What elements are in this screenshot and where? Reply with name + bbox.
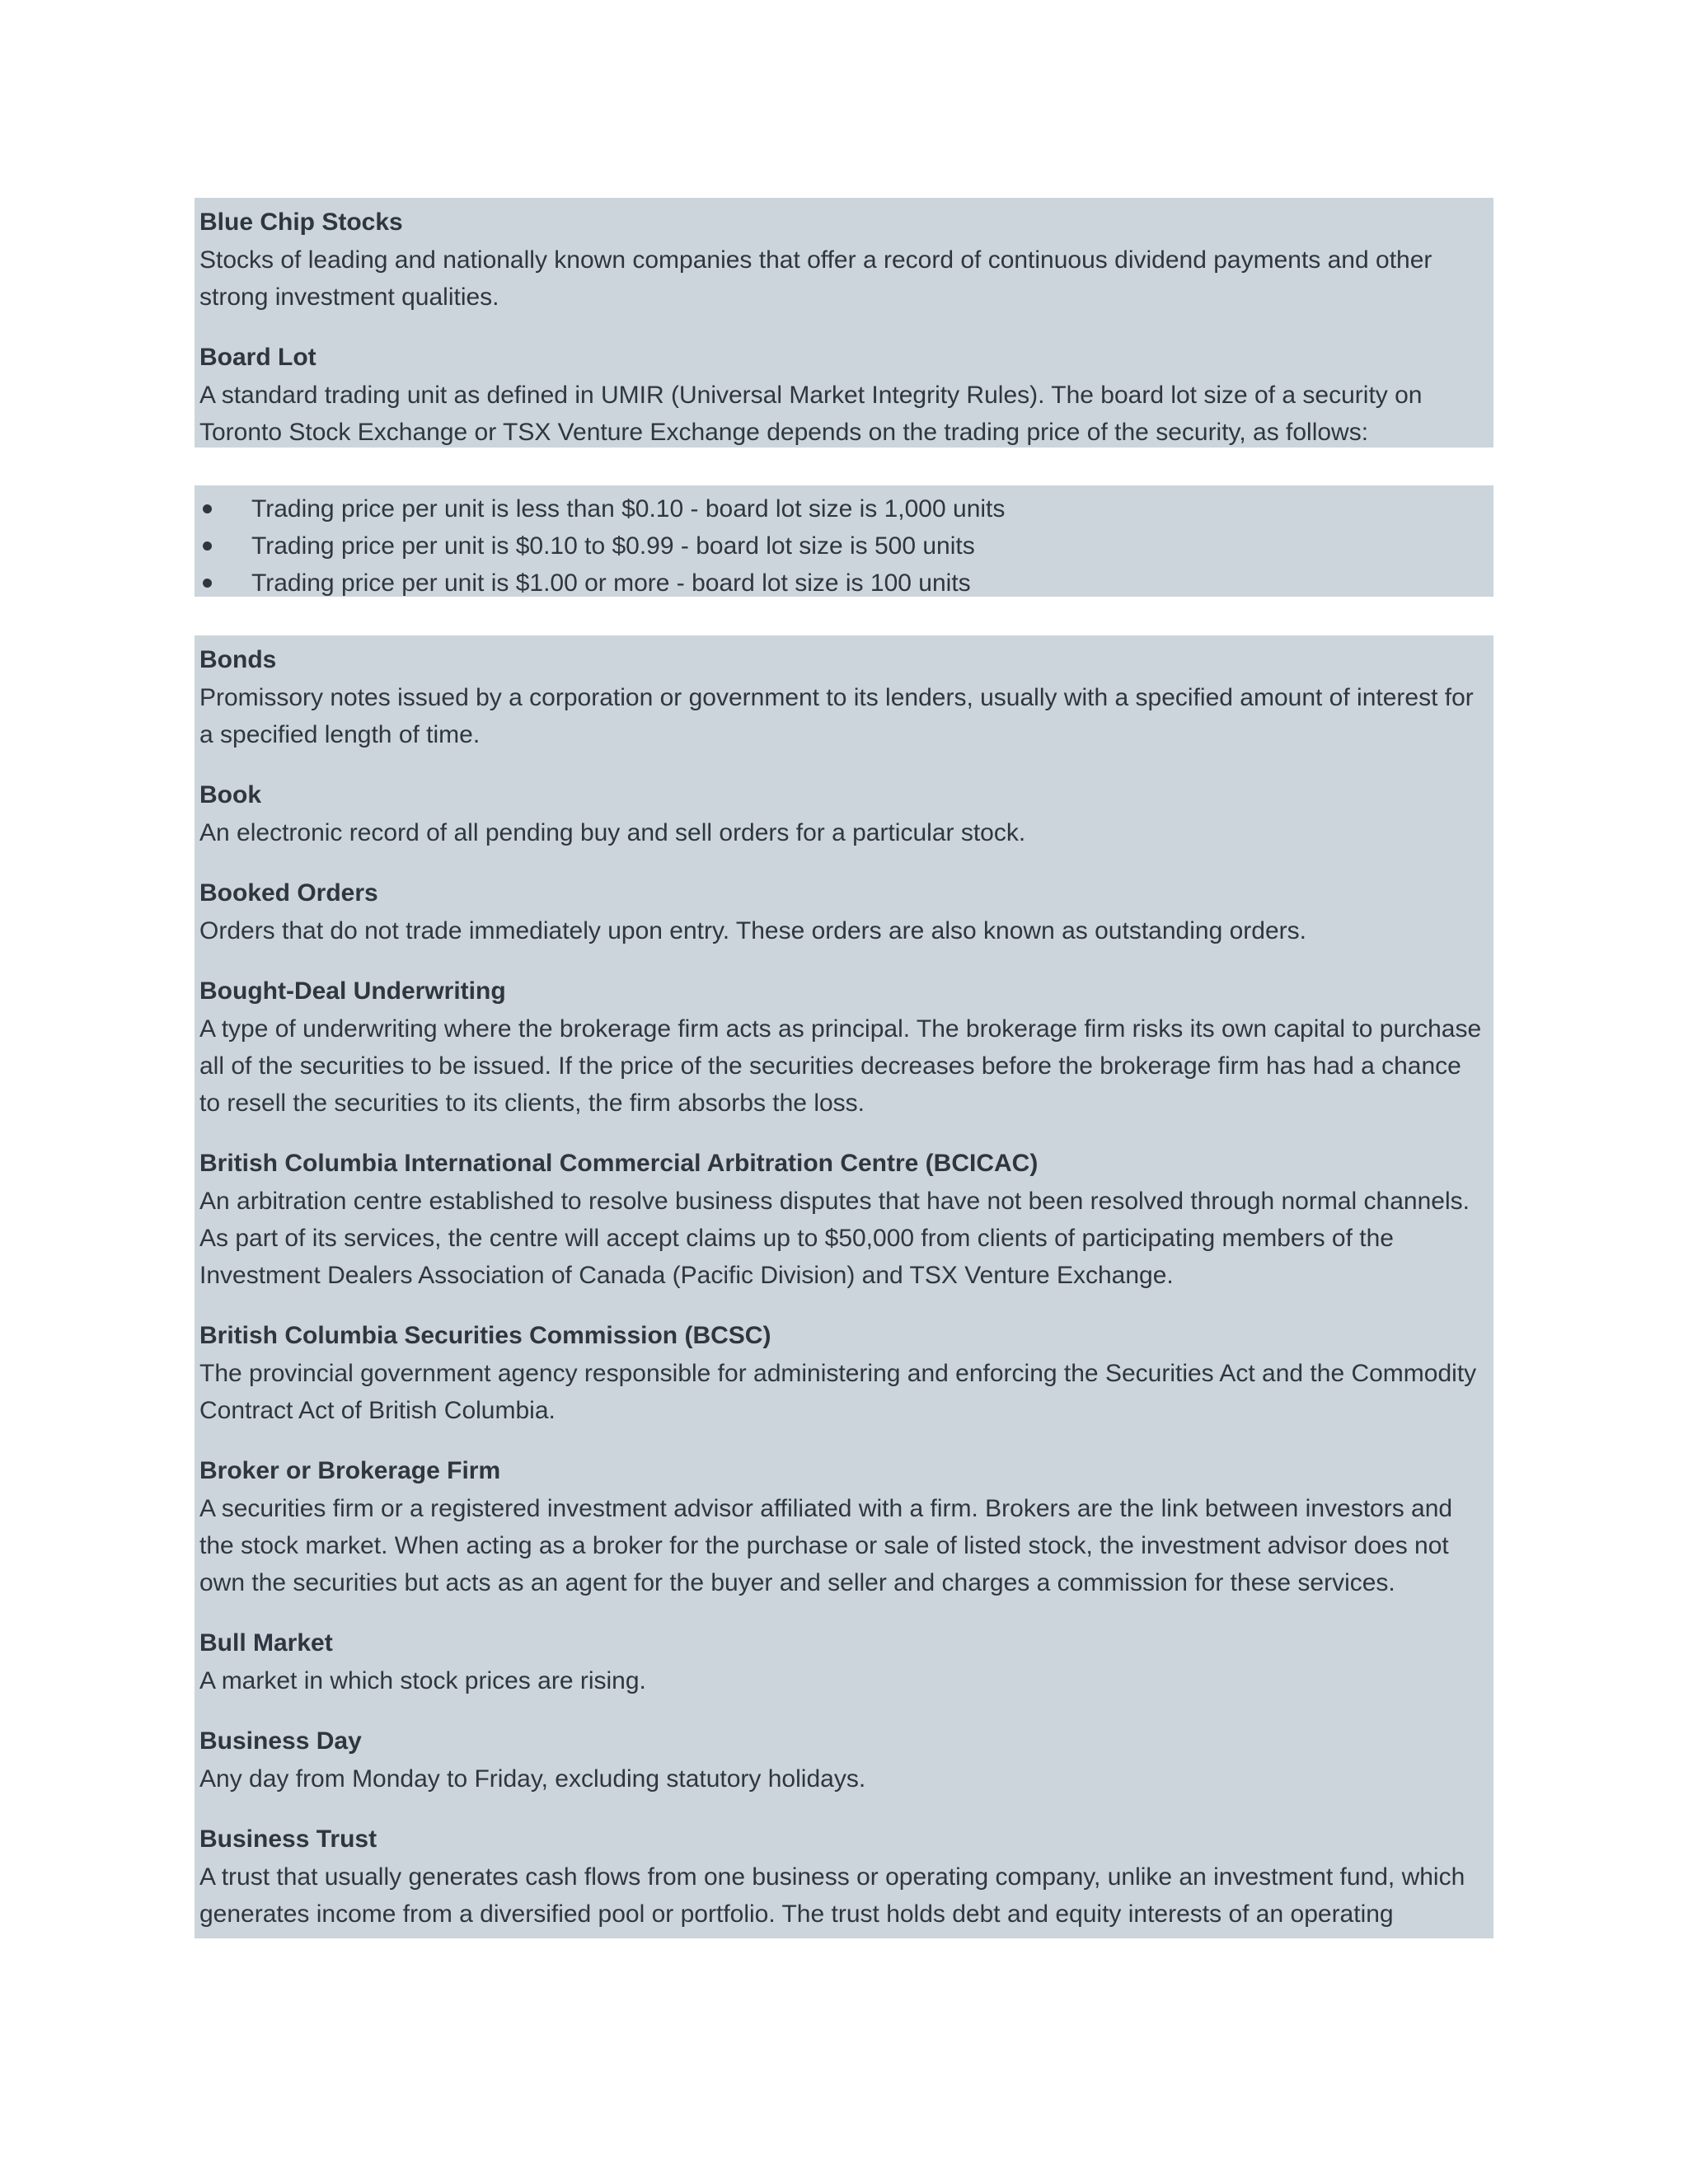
glossary-definition: A standard trading unit as defined in UMIR (Universal Market Integrity Rules). The board lot size of a security on Toronto Stock Exchange or TSX Venture Exchange depends on the trading price of the security, as follows: xyxy=(199,382,1423,446)
bullet-icon xyxy=(203,504,212,513)
bullet-icon xyxy=(203,579,212,588)
bullet-text: Trading price per unit is $0.10 to $0.99 - board lot size is 500 units xyxy=(251,532,975,560)
board-lot-bullet-list xyxy=(199,485,1489,602)
glossary-entry-bought-deal-underwriting xyxy=(199,972,1489,1122)
bullet-text: Trading price per unit is $1.00 or more - board lot size is 100 units xyxy=(251,569,971,597)
glossary-definition: A type of underwriting where the brokerage firm acts as principal. The brokerage firm risks its own capital to purchase all of the securities to be issued. If the price of the securities decreases before the brokerage firm has had a chance to resell the securities to its clients, the firm absorbs the loss. xyxy=(199,1015,1482,1117)
glossary-entry-blue-chip-stocks xyxy=(199,198,1489,316)
glossary-section-blue-chip-board-lot xyxy=(195,198,1493,448)
board-lot-bullet-section xyxy=(195,485,1493,597)
glossary-entry-bcicac xyxy=(199,1145,1489,1294)
glossary-term: Bonds xyxy=(199,646,277,673)
glossary-definition: Promissory notes issued by a corporation or government to its lenders, usually with a specified amount of interest for a specified length of time. xyxy=(199,684,1474,748)
glossary-definition: Any day from Monday to Friday, excluding statutory holidays. xyxy=(199,1765,866,1793)
glossary-entry-bonds xyxy=(199,635,1489,753)
glossary-section-bonds-to-business-trust xyxy=(195,635,1493,1938)
glossary-term: Book xyxy=(199,781,261,808)
glossary-term: Bull Market xyxy=(199,1629,333,1657)
bullet-item xyxy=(199,565,1489,602)
glossary-entry-book xyxy=(199,776,1489,851)
glossary-definition: A securities firm or a registered investment advisor affiliated with a firm. Brokers are the link between investors and the stock market. When acting as a broker for the purchase or sale of listed stock, the investment advisor does not own the securities but acts as an agent for the buyer and seller and charges a commission for these services. xyxy=(199,1495,1453,1596)
glossary-term: Business Day xyxy=(199,1727,362,1755)
glossary-definition: A trust that usually generates cash flows from one business or operating company, unlike an investment fund, which generates income from a diversified pool or portfolio. The trust holds debt and equity interests of an operating xyxy=(199,1863,1465,1928)
glossary-definition: An electronic record of all pending buy and sell orders for a particular stock. xyxy=(199,819,1026,846)
glossary-definition: Orders that do not trade immediately upon entry. These orders are also known as outstanding orders. xyxy=(199,917,1306,944)
glossary-term: Broker or Brokerage Firm xyxy=(199,1457,501,1484)
glossary-entry-bcsc xyxy=(199,1317,1489,1429)
glossary-entry-board-lot xyxy=(199,339,1489,451)
glossary-term: Bought-Deal Underwriting xyxy=(199,977,506,1005)
glossary-definition: The provincial government agency responsible for administering and enforcing the Securities Act and the Commodity Contract Act of British Columbia. xyxy=(199,1360,1477,1424)
glossary-term: British Columbia Securities Commission (BCSC) xyxy=(199,1322,771,1349)
glossary-term: Board Lot xyxy=(199,344,316,371)
bullet-text: Trading price per unit is less than $0.10 - board lot size is 1,000 units xyxy=(251,495,1006,523)
glossary-term: Blue Chip Stocks xyxy=(199,209,403,236)
glossary-definition: A market in which stock prices are rising. xyxy=(199,1667,646,1694)
glossary-term: Business Trust xyxy=(199,1825,377,1853)
glossary-entry-broker xyxy=(199,1452,1489,1601)
bullet-item xyxy=(199,527,1489,565)
glossary-entry-business-day xyxy=(199,1722,1489,1797)
bullet-item xyxy=(199,490,1489,527)
glossary-entry-bull-market xyxy=(199,1624,1489,1699)
glossary-definition: Stocks of leading and nationally known companies that offer a record of continuous dividend payments and other strong investment qualities. xyxy=(199,246,1432,311)
glossary-term: Booked Orders xyxy=(199,879,378,907)
glossary-entry-business-trust xyxy=(199,1821,1489,1933)
glossary-definition: An arbitration centre established to resolve business disputes that have not been resolved through normal channels. As part of its services, the centre will accept claims up to $50,000 from clients of participating members of the Investment Dealers Association of Canada (Pacific Division) and TSX Venture Exchange. xyxy=(199,1188,1470,1289)
bullet-icon xyxy=(203,541,212,551)
glossary-term: British Columbia International Commercial Arbitration Centre (BCICAC) xyxy=(199,1150,1039,1177)
glossary-entry-booked-orders xyxy=(199,874,1489,949)
